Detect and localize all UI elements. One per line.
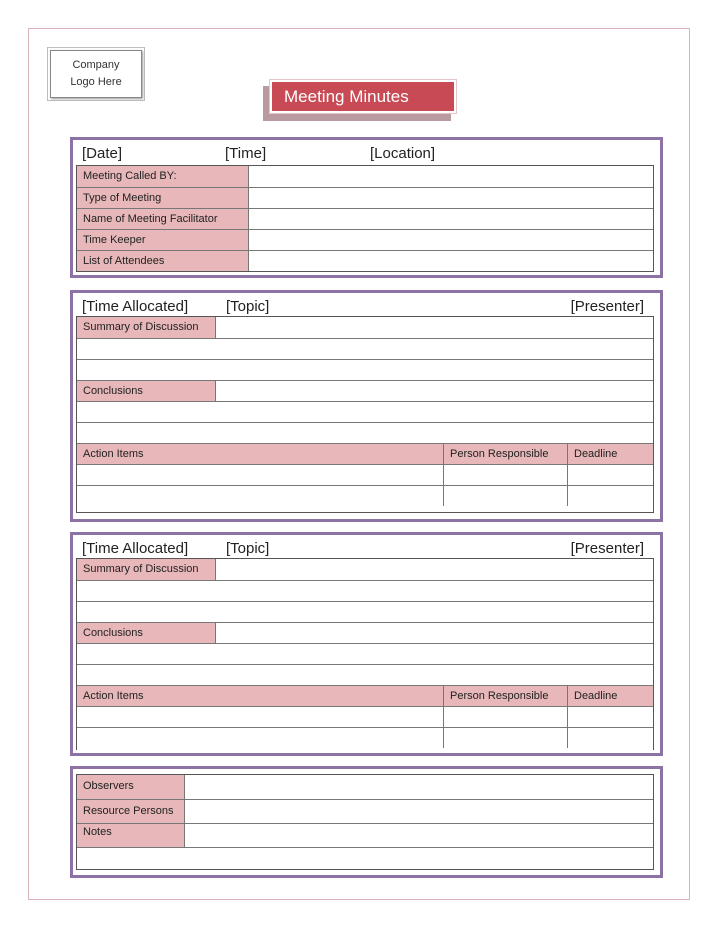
table-row[interactable] — [77, 664, 653, 685]
deadline-label: Deadline — [567, 686, 653, 706]
summary-value[interactable] — [216, 559, 653, 580]
table-row — [77, 622, 653, 643]
action-item-cell[interactable] — [77, 486, 443, 506]
logo-line-2: Logo Here — [70, 76, 122, 88]
table-row — [77, 187, 653, 208]
topic-section-1 — [70, 290, 663, 522]
table-row[interactable] — [77, 359, 653, 380]
table-row — [77, 250, 653, 271]
meeting-info-table — [76, 165, 654, 272]
presenter-field[interactable]: [Presenter] — [570, 540, 644, 557]
topic-field[interactable]: [Topic] — [226, 540, 270, 557]
table-row — [77, 166, 653, 187]
location-field[interactable]: [Location] — [370, 145, 436, 162]
deadline-cell[interactable] — [567, 465, 653, 485]
person-responsible-label: Person Responsible — [443, 686, 567, 706]
table-row — [77, 823, 653, 847]
presenter-field[interactable]: [Presenter] — [570, 298, 644, 315]
topic-table — [76, 558, 654, 750]
company-logo-placeholder — [50, 50, 142, 98]
conclusions-value[interactable] — [216, 623, 653, 643]
table-row — [77, 380, 653, 401]
summary-value[interactable] — [216, 317, 653, 338]
action-items-header-row — [77, 685, 653, 706]
notes-label: Notes — [77, 824, 185, 847]
time-allocated-field[interactable]: [Time Allocated] — [82, 540, 189, 557]
action-items-header-row — [77, 443, 653, 464]
table-row — [77, 317, 653, 338]
time-field[interactable]: [Time] — [225, 145, 267, 162]
row-label: List of Attendees — [77, 251, 249, 271]
row-value[interactable] — [249, 166, 653, 187]
action-items-label: Action Items — [83, 690, 144, 702]
table-row — [77, 559, 653, 580]
table-row[interactable] — [77, 401, 653, 422]
row-value[interactable] — [249, 230, 653, 250]
table-row — [77, 775, 653, 799]
table-row — [77, 727, 653, 748]
table-row — [77, 208, 653, 229]
action-items-label: Action Items — [83, 448, 144, 460]
table-row — [77, 799, 653, 823]
person-cell[interactable] — [443, 486, 567, 506]
deadline-cell[interactable] — [567, 728, 653, 748]
table-row[interactable] — [77, 601, 653, 622]
observers-table — [76, 774, 654, 870]
table-row — [77, 485, 653, 506]
conclusions-label: Conclusions — [77, 623, 216, 643]
notes-body-row[interactable] — [77, 847, 653, 869]
table-row — [77, 229, 653, 250]
conclusions-value[interactable] — [216, 381, 653, 401]
logo-line-1: Company — [72, 59, 120, 71]
action-item-cell[interactable] — [77, 707, 443, 727]
deadline-label: Deadline — [567, 444, 653, 464]
row-value[interactable] — [249, 251, 653, 271]
deadline-cell[interactable] — [567, 486, 653, 506]
person-cell[interactable] — [443, 707, 567, 727]
deadline-cell[interactable] — [567, 707, 653, 727]
resource-persons-label: Resource Persons — [77, 800, 185, 823]
topic-section-2 — [70, 532, 663, 756]
summary-label: Summary of Discussion — [77, 317, 216, 338]
person-cell[interactable] — [443, 465, 567, 485]
observers-notes-section — [70, 766, 663, 878]
notes-value[interactable] — [185, 824, 653, 847]
document-title: Meeting Minutes — [270, 80, 456, 113]
person-responsible-label: Person Responsible — [443, 444, 567, 464]
table-row[interactable] — [77, 643, 653, 664]
person-cell[interactable] — [443, 728, 567, 748]
topic-field[interactable]: [Topic] — [226, 298, 270, 315]
row-value[interactable] — [249, 209, 653, 229]
summary-label: Summary of Discussion — [77, 559, 216, 580]
meeting-info-section — [70, 137, 663, 278]
row-label: Meeting Called BY: — [77, 166, 249, 187]
row-label: Time Keeper — [77, 230, 249, 250]
date-field[interactable]: [Date] — [82, 145, 123, 162]
table-row — [77, 706, 653, 727]
observers-value[interactable] — [185, 775, 653, 799]
action-item-cell[interactable] — [77, 465, 443, 485]
observers-label: Observers — [77, 775, 185, 799]
conclusions-label: Conclusions — [77, 381, 216, 401]
row-value[interactable] — [249, 188, 653, 208]
action-item-cell[interactable] — [77, 728, 443, 748]
time-allocated-field[interactable]: [Time Allocated] — [82, 298, 189, 315]
resource-persons-value[interactable] — [185, 800, 653, 823]
table-row — [77, 464, 653, 485]
table-row[interactable] — [77, 338, 653, 359]
row-label: Type of Meeting — [77, 188, 249, 208]
table-row[interactable] — [77, 422, 653, 443]
topic-table — [76, 316, 654, 513]
row-label: Name of Meeting Facilitator — [77, 209, 249, 229]
table-row[interactable] — [77, 580, 653, 601]
